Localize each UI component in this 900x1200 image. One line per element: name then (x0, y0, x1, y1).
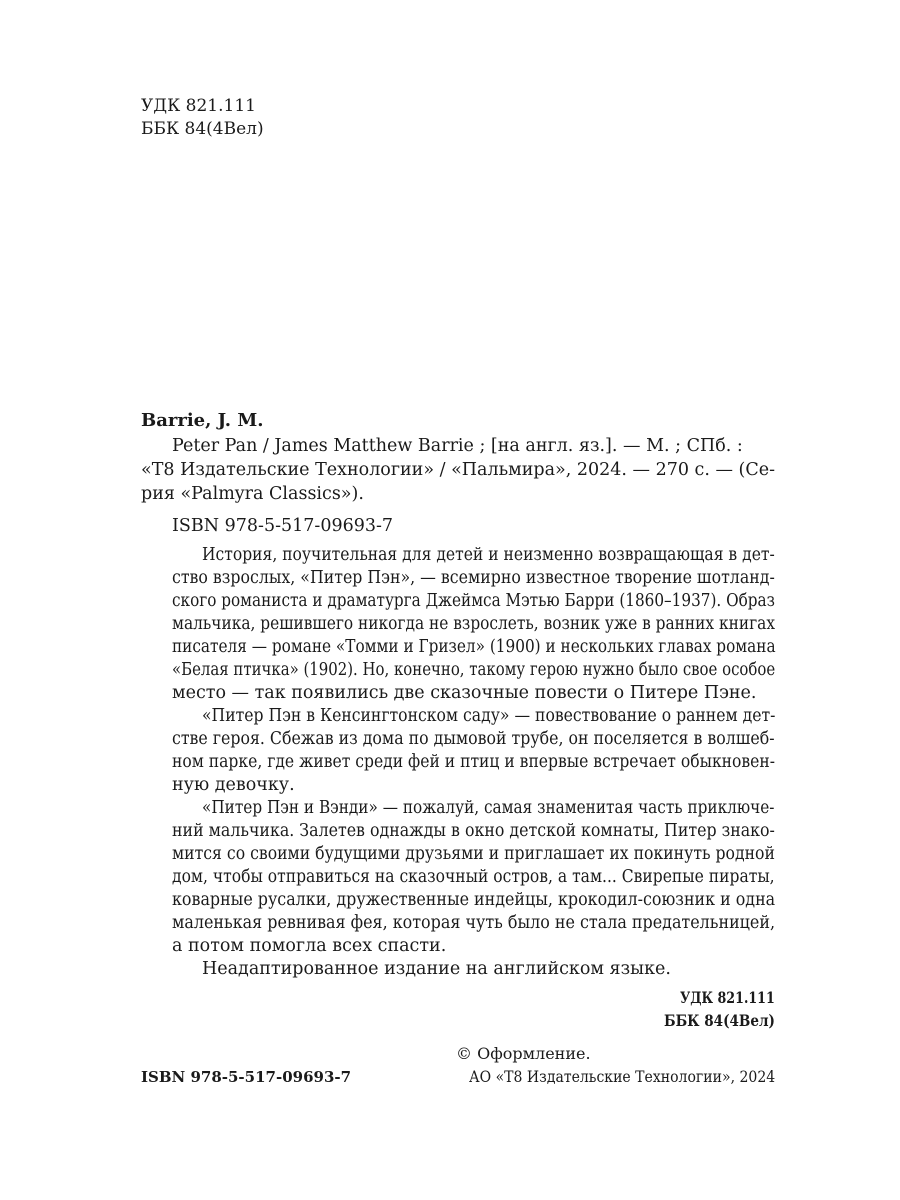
annotation-line: ную девочку. (172, 775, 295, 795)
annotation-line: ном парке, где живет среди фей и птиц и впервые встречает обыкновен- (172, 752, 776, 772)
catalog-author: Barrie, J. M. (141, 410, 264, 431)
annotation-line: стве героя. Сбежав из дома по дымовой трубе, он поселяется в волшеб- (172, 729, 775, 749)
annotation-line: История, поучительная для детей и неизменно возвращающая в дет- (202, 545, 775, 565)
catalog-line: рия «Palmyra Classics»). (141, 484, 364, 504)
catalog-line: «Т8 Издательские Технологии» / «Пальмира», 2024. — 270 с. — (Се- (141, 460, 776, 480)
annotation-line: «Питер Пэн и Вэнди» — пожалуй, самая знаменитая часть приключе- (202, 798, 775, 818)
annotation-line: место — так появились две сказочные повести о Питере Пэне. (172, 683, 757, 703)
copyright-line-1: © Оформление. (456, 1044, 591, 1063)
annotation-line: дом, чтобы отправиться на сказочный остров, а там... Свирепые пираты, (172, 867, 775, 887)
annotation-line: писателя — романе «Томми и Гризел» (1900) и нескольких главах романа (172, 637, 776, 657)
annotation-line: а потом помогла всех спасти. (172, 936, 447, 956)
annotation-line: мится со своими будущими друзьями и приглашает их покинуть родной (172, 844, 775, 864)
annotation-line: ство взрослых, «Питер Пэн», — всемирно известное творение шотланд- (172, 568, 775, 588)
catalog-isbn: ISBN 978-5-517-09693-7 (172, 516, 394, 536)
annotation-line: «Белая птичка» (1902). Но, конечно, такому герою нужно было свое особое (172, 660, 776, 680)
copyright-line-2: АО «Т8 Издательские Технологии», 2024 (469, 1067, 776, 1086)
annotation-line: коварные русалки, дружественные индейцы, крокодил-союзник и одна (172, 890, 776, 910)
annotation-line: мальчика, решившего никогда не взрослеть, возник уже в ранних книгах (172, 614, 776, 634)
footer-bbk: ББК 84(4Вел) (664, 1011, 775, 1030)
footer-udk: УДК 821.111 (680, 988, 775, 1007)
header-classification (141, 95, 264, 141)
catalog-line: Peter Pan / James Matthew Barrie ; [на англ. яз.]. — М. ; СПб. : (172, 436, 743, 456)
annotation-line: ского романиста и драматурга Джеймса Мэтью Барри (1860–1937). Образ (172, 591, 775, 611)
annotation-line: Неадаптированное издание на английском языке. (202, 959, 671, 979)
annotation-line: маленькая ревнивая фея, которая чуть было не стала предательницей, (172, 913, 776, 933)
annotation-line: ний мальчика. Залетев однажды в окно детской комнаты, Питер знако- (172, 821, 775, 841)
annotation-line: «Питер Пэн в Кенсингтонском саду» — повествование о раннем дет- (202, 706, 776, 726)
bottom-isbn: ISBN 978-5-517-09693-7 (141, 1068, 352, 1086)
header-bbk: ББК 84(4Вел) (141, 119, 264, 139)
header-udk: УДК 821.111 (141, 96, 256, 116)
